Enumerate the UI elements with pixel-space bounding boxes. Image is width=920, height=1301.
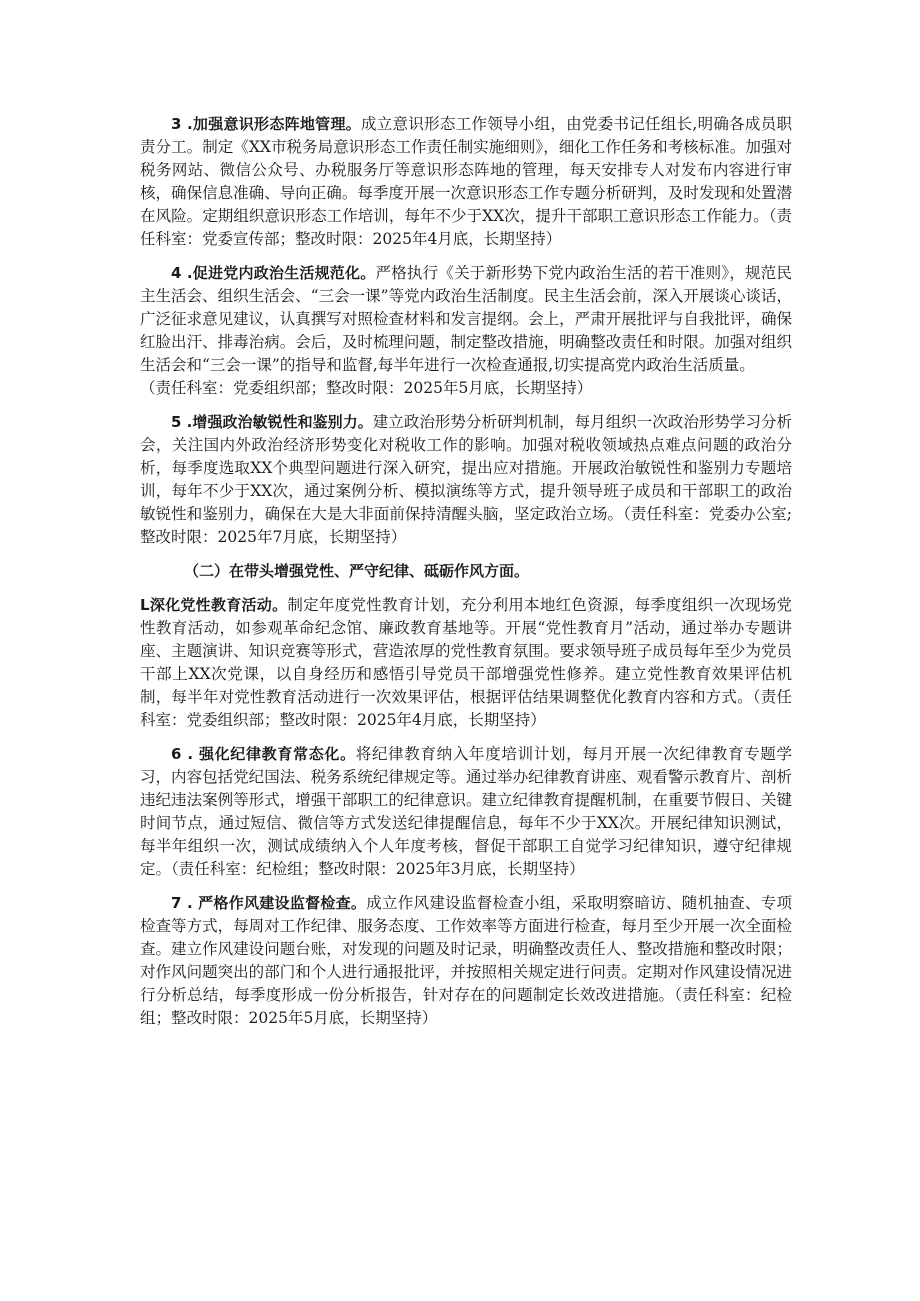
- paragraph-3-lead: 3 .加强意识形态阵地管理。: [171, 115, 361, 133]
- paragraph-6-lead: 6 . 强化纪律教育常态化。: [171, 745, 356, 763]
- paragraph-4-lead: 4 .促进党内政治生活规范化。: [171, 264, 376, 282]
- paragraph-5-body: 建立政治形势分析研判机制，每月组织一次政治形势学习分析会，关注国内外政治经济形势变化对税收工作的影响。加强对税收领域热点难点问题的政治分析，每季度选取XX个典型问题进行深入研究，提出应对措施。开展政治敏锐性和鉴别力专题培训，每年不少于XX次，通过案例分析、模拟演练等方式，提升领导班子成员和干部职工的政治敏锐性和鉴别力，确保在大是大非面前保持清醒头脑，坚定政治立场。（责任科室：党委办公室;整改时限：2025年7月底，长期坚持）: [140, 413, 792, 546]
- paragraph-4: [140, 262, 792, 377]
- paragraph-4-tail: （责任科室：党委组织部；整改时限：2025年5月底，长期坚持）: [140, 379, 593, 397]
- paragraph-7-body: 成立作风建设监督检查小组，采取明察暗访、随机抽查、专项检查等方式，每周对工作纪律、服务态度、工作效率等方面进行检查，每月至少开展一次全面检查。建立作风建设问题台账，对发现的问题及时记录，明确整改责任人、整改措施和整改时限；对作风问题突出的部门和个人进行通报批评，并按照相关规定进行问责。定期对作风建设情况进行分析总结，每季度形成一份分析报告，针对存在的问题制定长效改进措施。（责任科室：纪检组；整改时限：2025年5月底，长期坚持）: [140, 894, 792, 1027]
- paragraph-1b: [140, 594, 792, 732]
- paragraph-3-body: 成立意识形态工作领导小组，由党委书记任组长,明确各成员职责分工。制定《XX市税务局意识形态工作责任制实施细则》，细化工作任务和考核标准。加强对税务网站、微信公众号、办税服务厅等意识形态阵地的管理，每天安排专人对发布内容进行审核，确保信息准确、导向正确。每季度开展一次意识形态工作专题分析研判，及时发现和处置潜在风险。定期组织意识形态工作培训，每年不少于XX次，提升干部职工意识形态工作能力。（责任科室：党委宣传部；整改时限：2025年4月底，长期坚持）: [140, 115, 792, 248]
- paragraph-6-body: 将纪律教育纳入年度培训计划，每月开展一次纪律教育专题学习，内容包括党纪国法、税务系统纪律规定等。通过举办纪律教育讲座、观看警示教育片、剖析违纪违法案例等形式，增强干部职工的纪律意识。建立纪律教育提醒机制，在重要节假日、关键时间节点，通过短信、微信等方式发送纪律提醒信息，每年不少于XX次。开展纪律知识测试，每半年组织一次，测试成绩纳入个人年度考核，督促干部职工自觉学习纪律知识，遵守纪律规定。（责任科室：纪检组；整改时限：2025年3月底，长期坚持）: [140, 745, 792, 878]
- paragraph-7: [140, 892, 792, 1030]
- paragraph-1b-lead: L深化党性教育活动。: [140, 596, 288, 614]
- paragraph-7-lead: 7 . 严格作风建设监督检查。: [171, 894, 367, 912]
- paragraph-6: [140, 743, 792, 881]
- paragraph-4-body: 严格执行《关于新形势下党内政治生活的若干准则》，规范民主生活会、组织生活会、“三会一课”等党内政治生活制度。民主生活会前，深入开展谈心谈话，广泛征求意见建议，认真撰写对照检查材料和发言提纲。会上，严肃开展批评与自我批评，确保红脸出汗、排毒治病。会后，及时梳理问题，制定整改措施，明确整改责任和时限。加强对组织生活会和“三会一课”的指导和监督,每半年进行一次检查通报,切实提高党内政治生活质量。: [140, 264, 792, 374]
- document-page: [140, 113, 792, 1041]
- section-heading: （二）在带头增强党性、严守纪律、砥砺作风方面。: [184, 562, 530, 580]
- paragraph-5-lead: 5 .增强政治敏锐性和鉴别力。: [171, 413, 373, 431]
- paragraph-3: [140, 113, 792, 251]
- paragraph-5: [140, 411, 792, 549]
- paragraph-1b-body: 制定年度党性教育计划，充分利用本地红色资源，每季度组织一次现场党性教育活动，如参观革命纪念馆、廉政教育基地等。开展“党性教育月”活动，通过举办专题讲座、主题演讲、知识竞赛等形式，营造浓厚的党性教育氛围。要求领导班子成员每年至少为党员干部上XX次党课，以自身经历和感悟引导党员干部增强党性修养。建立党性教育效果评估机制，每半年对党性教育活动进行一次效果评估，根据评估结果调整优化教育内容和方式。（责任科室：党委组织部；整改时限：2025年4月底，长期坚持）: [140, 596, 792, 729]
